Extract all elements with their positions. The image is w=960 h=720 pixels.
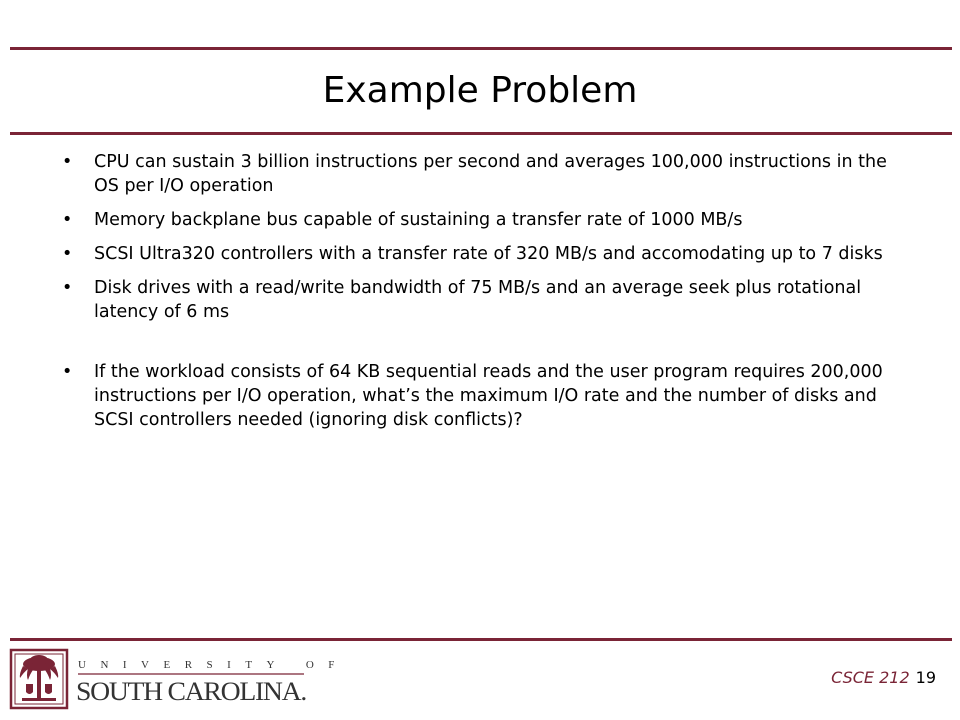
bullet-text: CPU can sustain 3 billion instructions per second and averages 100,000 instructions in the OS per I/O operation — [94, 152, 887, 196]
bullet-dot: • — [62, 152, 73, 172]
page-number: 19 — [915, 668, 936, 687]
bullet-text: SCSI Ultra320 controllers with a transfer rate of 320 MB/s and accomodating up to 7 disks — [94, 244, 883, 264]
palmetto-tree-icon — [11, 650, 67, 708]
bullet-dot: • — [62, 210, 73, 230]
bullet-text: Disk drives with a read/write bandwidth of 75 MB/s and an average seek plus rotational latency of 6 ms — [94, 278, 862, 322]
title-rule — [10, 132, 952, 135]
bullet-dot: • — [62, 362, 73, 382]
bullet-item — [62, 208, 902, 232]
slide-title: Example Problem — [322, 70, 638, 111]
footer-label — [831, 668, 936, 687]
bullet-item — [62, 242, 902, 266]
footer-rule — [10, 638, 952, 641]
bullet-dot: • — [62, 278, 73, 298]
bullet-list — [62, 150, 902, 442]
bullet-item — [62, 360, 902, 432]
bullet-item — [62, 276, 902, 324]
course-code: CSCE 212 — [831, 668, 910, 687]
university-logo — [10, 648, 349, 710]
bullet-dot: • — [62, 244, 73, 264]
top-rule — [10, 47, 952, 50]
bullet-item — [62, 150, 902, 198]
bullet-text: If the workload consists of 64 KB sequential reads and the user program requires 200,000 instructions per I/O operation, what’s the maximum I/O rate and the number of disks and SCSI controllers needed (ignoring disk conflicts)? — [94, 362, 883, 430]
logo-line1: UNIVERSITY OF — [78, 659, 349, 671]
bullet-text: Memory backplane bus capable of sustaining a transfer rate of 1000 MB/s — [94, 210, 743, 230]
logo-line2: SOUTH CAROLINA. — [76, 677, 306, 706]
